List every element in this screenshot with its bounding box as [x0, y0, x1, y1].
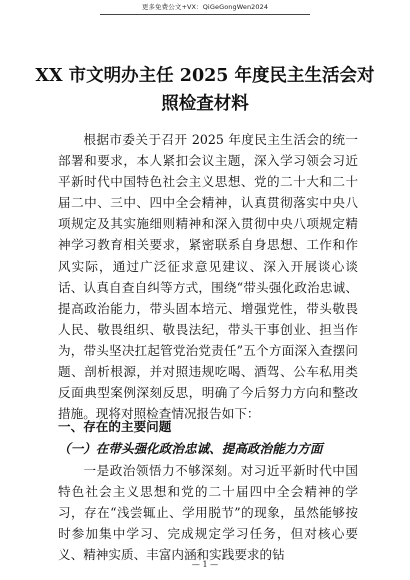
title-line-1: XX 市文明办主任 2025 年度民主生活会对	[35, 66, 375, 86]
body-paragraph	[58, 460, 358, 565]
intro-paragraph	[58, 129, 358, 424]
title-line-2: 照检查材料	[161, 94, 249, 114]
header-divider	[100, 14, 310, 15]
top-banner: 更多免费公文+VX：QiGeGongWen2024	[141, 3, 269, 11]
page-number: — 1 —	[191, 560, 219, 569]
intro-text: 根据市委关于召开 2025 年度民主生活会的统一部署和要求，本人紧扣会议主题，深入学习领会习近平新时代中国特色社会主义思想、党的二十大和二十届二中、三中、四中全会精神，认真贯彻落实中央八项规定及其实施细则精神和深入贯彻中央八项规定精神学习教育相关要求，紧密联系自身思想、工作和作风实际，通过广泛征求意见建议、深入开展谈心谈话、认真自查自纠等方式，围绕“带头强化政治忠诚、提高政治能力，带头固本培元、增强党性，带头敬畏人民、敬畏组织、敬畏法纪，带头干事创业、担当作为，带头坚决扛起管党治党责任”五个方面深入查摆问题、剖析根源，并对照违规吃喝、酒驾、公车私用类反面典型案例深刻反思，明确了今后努力方向和整改措施。现将对照检查情况报告如下：	[58, 132, 358, 422]
body-text: 一是政治领悟力不够深刻。对习近平新时代中国特色社会主义思想和党的二十届四中全会精神的学习，存在“浅尝辄止、学用脱节”的现象，虽然能够按时参加集中学习、完成规定学习任务，但对核心要义、精神实质、丰富内涵和实践要求的钻	[58, 463, 358, 563]
section-heading: 一、存在的主要问题	[58, 419, 172, 434]
document-title	[0, 62, 410, 118]
subsection-heading: （一）在带头强化政治忠诚、提高政治能力方面	[58, 441, 323, 456]
